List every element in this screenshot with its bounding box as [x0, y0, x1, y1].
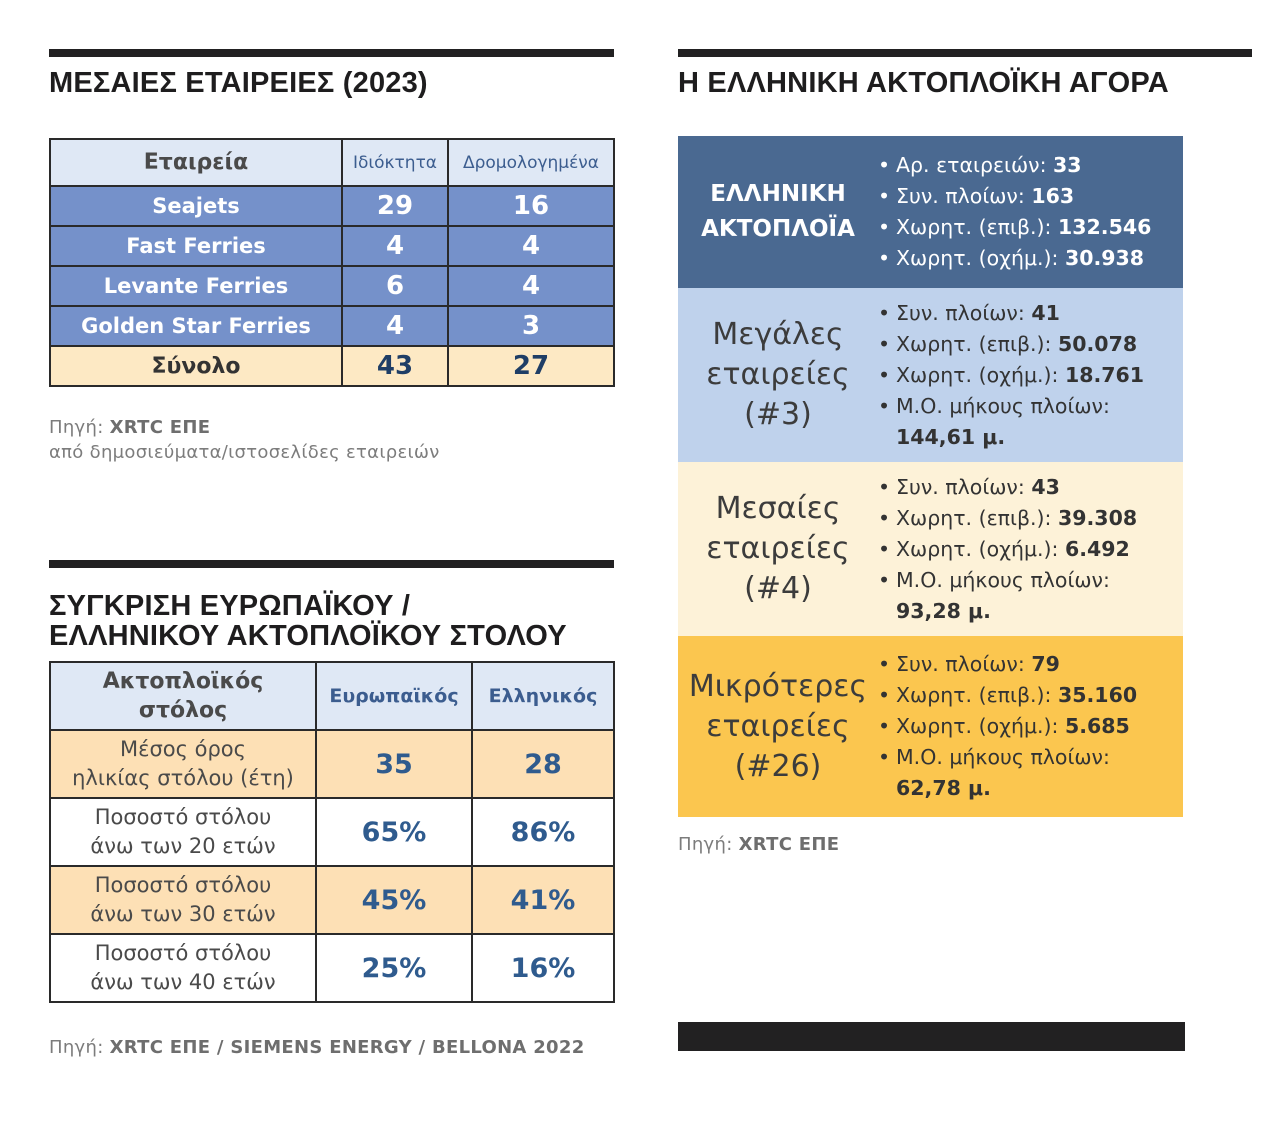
bullet-icon: • [878, 536, 891, 561]
greek-value: 16% [472, 934, 614, 1002]
stats-list [878, 298, 1144, 453]
section-rule-top-left [49, 49, 614, 57]
total-owned: 43 [342, 346, 448, 386]
stat-item [878, 565, 1137, 627]
stat-value: 50.078 [1057, 331, 1138, 356]
stat-key: Μ.Ο. μήκους πλοίων: [896, 745, 1110, 769]
stat-value: 79 [1031, 652, 1060, 676]
source-label: Πηγή: [49, 417, 104, 438]
source-note: από δημοσιεύματα/ιστοσελίδες εταιρειών [49, 442, 440, 463]
label-line-2: ΑΚΤΟΠΛΟΪΑ [701, 216, 855, 242]
label-line-2: ηλικίας στόλου (έτη) [72, 766, 294, 790]
bullet-icon: • [878, 683, 891, 707]
stat-item [878, 534, 1137, 565]
bullet-icon: • [878, 745, 891, 769]
section-rule-top-right [678, 49, 1252, 57]
label-line-1: Ποσοστό στόλου [94, 805, 272, 829]
panel-large-companies [678, 288, 1183, 462]
stat-key: Χωρητ. (επιβ.): [896, 331, 1052, 356]
stat-value: 39.308 [1057, 505, 1138, 530]
bullet-icon: • [878, 153, 891, 177]
stat-key: Χωρητ. (οχήμ.): [896, 536, 1059, 561]
label-line-3: (#3) [744, 397, 812, 432]
fleet-comparison-title [49, 591, 567, 651]
greek-market-source [678, 832, 839, 857]
label-line-1: Μικρότερες [688, 668, 868, 704]
header-greek: Ελληνικός [472, 662, 614, 730]
company-name: Fast Ferries [50, 226, 342, 266]
owned-count: 4 [342, 306, 448, 346]
row-label [50, 798, 316, 866]
header-european: Ευρωπαϊκός [316, 662, 472, 730]
scheduled-count: 4 [448, 226, 614, 266]
stat-value: 33 [1053, 153, 1082, 177]
table-row [50, 226, 614, 266]
greek-value: 41% [472, 866, 614, 934]
stats-list [878, 472, 1137, 627]
stats-list [878, 649, 1137, 804]
stat-item [878, 742, 1137, 804]
bullet-icon: • [878, 474, 891, 499]
stat-key: Συν. πλοίων: [896, 474, 1025, 499]
row-label [50, 866, 316, 934]
stat-item [878, 298, 1144, 329]
total-scheduled: 27 [448, 346, 614, 386]
title-line-1: ΣΥΓΚΡΙΣΗ ΕΥΡΩΠΑΪΚΟΥ / [49, 590, 411, 622]
stat-value: 18.761 [1064, 362, 1145, 387]
european-value: 25% [316, 934, 472, 1002]
panel-label [678, 489, 878, 609]
table-row [50, 730, 614, 798]
fleet-comparison-table [49, 661, 615, 1003]
stat-value: 93,28 μ. [896, 598, 991, 623]
stat-value: 132.546 [1057, 215, 1152, 239]
source-value: XRTC ΕΠΕ [109, 417, 211, 438]
header-company: Εταιρεία [50, 139, 342, 186]
section-rule-mid-left [49, 560, 614, 568]
table-header-row [50, 662, 614, 730]
label-line-1: Μεγάλες [712, 317, 844, 352]
header-line-1: Ακτοπλοϊκός [102, 669, 264, 694]
scheduled-count: 3 [448, 306, 614, 346]
stat-item [878, 329, 1144, 360]
bullet-icon: • [878, 215, 891, 239]
row-label [50, 934, 316, 1002]
panel-medium-companies [678, 462, 1183, 636]
company-name: Golden Star Ferries [50, 306, 342, 346]
label-line-2: εταιρείες [706, 357, 850, 392]
source-value: XRTC ΕΠΕ / SIEMENS ENERGY / BELLONA 2022 [109, 1037, 585, 1058]
panel-smaller-companies [678, 636, 1183, 817]
stat-key: Χωρητ. (επιβ.): [896, 215, 1052, 239]
stat-value: 43 [1031, 474, 1060, 499]
stat-key: Συν. πλοίων: [896, 300, 1025, 325]
stat-key: Χωρητ. (επιβ.): [896, 683, 1052, 707]
stat-item [878, 360, 1144, 391]
greek-market-title: Η ΕΛΛΗΝΙΚΗ ΑΚΤΟΠΛΟΪΚΗ ΑΓΟΡΑ [678, 67, 1169, 99]
stat-key: Μ.Ο. μήκους πλοίων: [896, 393, 1110, 418]
label-line-2: εταιρείες [706, 708, 850, 744]
stat-key: Χωρητ. (επιβ.): [896, 505, 1052, 530]
owned-count: 6 [342, 266, 448, 306]
greek-value: 28 [472, 730, 614, 798]
stat-key: Χωρητ. (οχήμ.): [896, 362, 1059, 387]
stat-value: 62,78 μ. [896, 776, 991, 800]
stat-item [878, 150, 1151, 181]
table-row [50, 306, 614, 346]
source-label: Πηγή: [678, 834, 733, 855]
table-row [50, 798, 614, 866]
medium-companies-source [49, 415, 440, 465]
label-line-2: εταιρείες [706, 531, 850, 566]
title-line-2: ΕΛΛΗΝΙΚΟΥ ΑΚΤΟΠΛΟΪΚΟΥ ΣΤΟΛΟΥ [49, 620, 567, 652]
stat-key: Χωρητ. (οχήμ.): [896, 714, 1059, 738]
stat-value: 5.685 [1064, 714, 1130, 738]
stat-item [878, 181, 1151, 212]
header-fleet [50, 662, 316, 730]
stat-value: 6.492 [1064, 536, 1130, 561]
stat-key: Συν. πλοίων: [896, 652, 1025, 676]
european-value: 45% [316, 866, 472, 934]
panel-greek-coastal-shipping [678, 136, 1183, 288]
stat-value: 35.160 [1057, 683, 1138, 707]
stat-item [878, 680, 1137, 711]
medium-companies-table [49, 138, 615, 387]
stat-value: 41 [1031, 300, 1060, 325]
bullet-icon: • [878, 300, 891, 325]
fleet-comparison-source [49, 1035, 585, 1060]
owned-count: 4 [342, 226, 448, 266]
table-row [50, 934, 614, 1002]
bullet-icon: • [878, 331, 891, 356]
stat-key: Αρ. εταιρειών: [896, 153, 1047, 177]
scheduled-count: 4 [448, 266, 614, 306]
header-owned: Ιδιόκτητα [342, 139, 448, 186]
label-line-2: άνω των 30 ετών [90, 902, 276, 926]
total-row [50, 346, 614, 386]
stat-key: Χωρητ. (οχήμ.): [896, 246, 1059, 270]
stat-value: 144,61 μ. [896, 424, 1006, 449]
bullet-icon: • [878, 714, 891, 738]
european-value: 35 [316, 730, 472, 798]
stat-key: Μ.Ο. μήκους πλοίων: [896, 567, 1110, 592]
bullet-icon: • [878, 393, 891, 418]
table-header-row [50, 139, 614, 186]
stat-value: 163 [1031, 184, 1075, 208]
label-line-1: Μεσαίες [715, 491, 841, 526]
bullet-icon: • [878, 505, 891, 530]
bullet-icon: • [878, 652, 891, 676]
stat-item [878, 391, 1144, 453]
label-line-1: Μέσος όρος [120, 737, 246, 761]
stat-value: 30.938 [1064, 246, 1145, 270]
source-label: Πηγή: [49, 1037, 104, 1058]
label-line-3: (#26) [734, 748, 822, 784]
label-line-1: Ποσοστό στόλου [94, 941, 272, 965]
stat-key: Συν. πλοίων: [896, 184, 1025, 208]
table-row [50, 866, 614, 934]
bullet-icon: • [878, 567, 891, 592]
medium-companies-title: ΜΕΣΑΙΕΣ ΕΤΑΙΡΕΙΕΣ (2023) [49, 67, 428, 99]
panel-label [678, 667, 878, 787]
greek-value: 86% [472, 798, 614, 866]
label-line-1: Ποσοστό στόλου [94, 873, 272, 897]
label-line-3: (#4) [744, 571, 812, 606]
stats-list [878, 150, 1151, 274]
panel-label [678, 177, 878, 247]
row-label [50, 730, 316, 798]
label-line-2: άνω των 40 ετών [90, 970, 276, 994]
scheduled-count: 16 [448, 186, 614, 226]
stat-item [878, 472, 1137, 503]
stat-item [878, 711, 1137, 742]
section-rule-bottom-right [678, 1022, 1185, 1051]
header-line-2: στόλος [138, 698, 228, 723]
stat-item [878, 212, 1151, 243]
table-row [50, 266, 614, 306]
stat-item [878, 649, 1137, 680]
bullet-icon: • [878, 362, 891, 387]
total-label: Σύνολο [50, 346, 342, 386]
bullet-icon: • [878, 184, 891, 208]
bullet-icon: • [878, 246, 891, 270]
panel-label [678, 315, 878, 435]
table-row [50, 186, 614, 226]
european-value: 65% [316, 798, 472, 866]
label-line-2: άνω των 20 ετών [90, 834, 276, 858]
header-scheduled: Δρομολογημένα [448, 139, 614, 186]
stat-item [878, 243, 1151, 274]
company-name: Seajets [50, 186, 342, 226]
label-line-1: ΕΛΛΗΝΙΚΗ [710, 181, 846, 207]
stat-item [878, 503, 1137, 534]
owned-count: 29 [342, 186, 448, 226]
source-value: XRTC ΕΠΕ [738, 834, 840, 855]
company-name: Levante Ferries [50, 266, 342, 306]
